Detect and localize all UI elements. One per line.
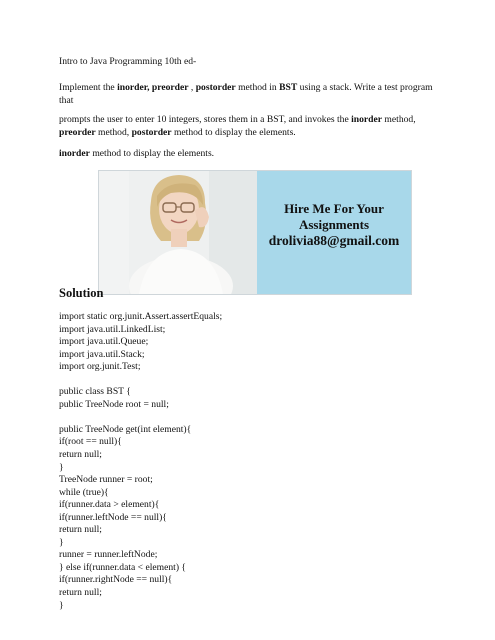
bold-run: postorder xyxy=(195,82,236,93)
text-run: method to display the elements. xyxy=(89,148,215,159)
code-line: if(runner.data > element){ xyxy=(59,499,160,511)
code-line: TreeNode runner = root; xyxy=(59,474,153,486)
doc-title: Intro to Java Programming 10th ed- xyxy=(59,56,197,67)
text-run: prompts the user to enter 10 integers, stores them in a BST, and invokes the xyxy=(59,114,352,125)
code-line: import static org.junit.Assert.assertEquals; xyxy=(59,311,223,322)
code-line xyxy=(59,374,222,387)
code-line: } xyxy=(59,461,64,473)
solution-heading: Solution xyxy=(59,286,104,300)
bold-run: inorder xyxy=(351,114,383,125)
woman-portrait-illustration xyxy=(99,171,257,294)
bold-run: postorder xyxy=(131,126,172,138)
ad-headline-line1: Hire Me For Your xyxy=(284,201,384,216)
text-run: method in xyxy=(235,82,280,93)
ad-headline-line2: Assignments xyxy=(298,217,370,232)
code-line: if(runner.leftNode == null){ xyxy=(59,511,167,523)
code-line: return null; xyxy=(59,587,102,599)
text-run: method to display the elements. xyxy=(171,126,296,138)
code-listing xyxy=(59,311,222,612)
code-line: import org.junit.Test; xyxy=(59,361,141,373)
code-line: import java.util.LinkedList; xyxy=(59,323,166,335)
code-line xyxy=(59,411,222,424)
code-line: import java.util.Stack; xyxy=(59,348,145,360)
bold-run: inorder, preorder xyxy=(117,82,189,93)
code-line: } xyxy=(59,599,64,611)
text-run: Implement the xyxy=(59,82,118,93)
prompt-paragraph xyxy=(59,114,439,139)
code-line: if(runner.rightNode == null){ xyxy=(59,574,173,586)
advertisement-banner[interactable] xyxy=(98,170,412,295)
code-line: runner = runner.leftNode; xyxy=(59,549,158,561)
ad-email[interactable]: drolivia88@gmail.com xyxy=(268,233,400,248)
code-line: if(root == null){ xyxy=(59,436,122,448)
code-line: while (true){ xyxy=(59,486,109,498)
code-line: } else if(runner.data < element) { xyxy=(59,561,187,573)
woman-photo xyxy=(99,171,257,294)
bold-run: BST xyxy=(279,82,298,93)
code-line: public class BST { xyxy=(59,386,131,398)
code-line: } xyxy=(59,536,64,548)
code-line: return null; xyxy=(59,449,102,461)
text-run: method, xyxy=(95,126,132,138)
task-paragraph xyxy=(59,82,439,107)
code-line: public TreeNode root = null; xyxy=(59,398,169,410)
ad-text-panel xyxy=(257,171,411,294)
inorder-paragraph xyxy=(59,148,439,161)
code-line: return null; xyxy=(59,524,102,536)
code-line: import java.util.Queue; xyxy=(59,336,149,348)
text-run: using a stack. Write a test program that xyxy=(59,82,433,106)
text-run: , xyxy=(188,82,196,93)
code-line: public TreeNode get(int element){ xyxy=(59,423,192,435)
text-run: method, xyxy=(382,114,416,125)
bold-run: inorder xyxy=(59,148,90,159)
bold-run: preorder xyxy=(59,126,96,138)
